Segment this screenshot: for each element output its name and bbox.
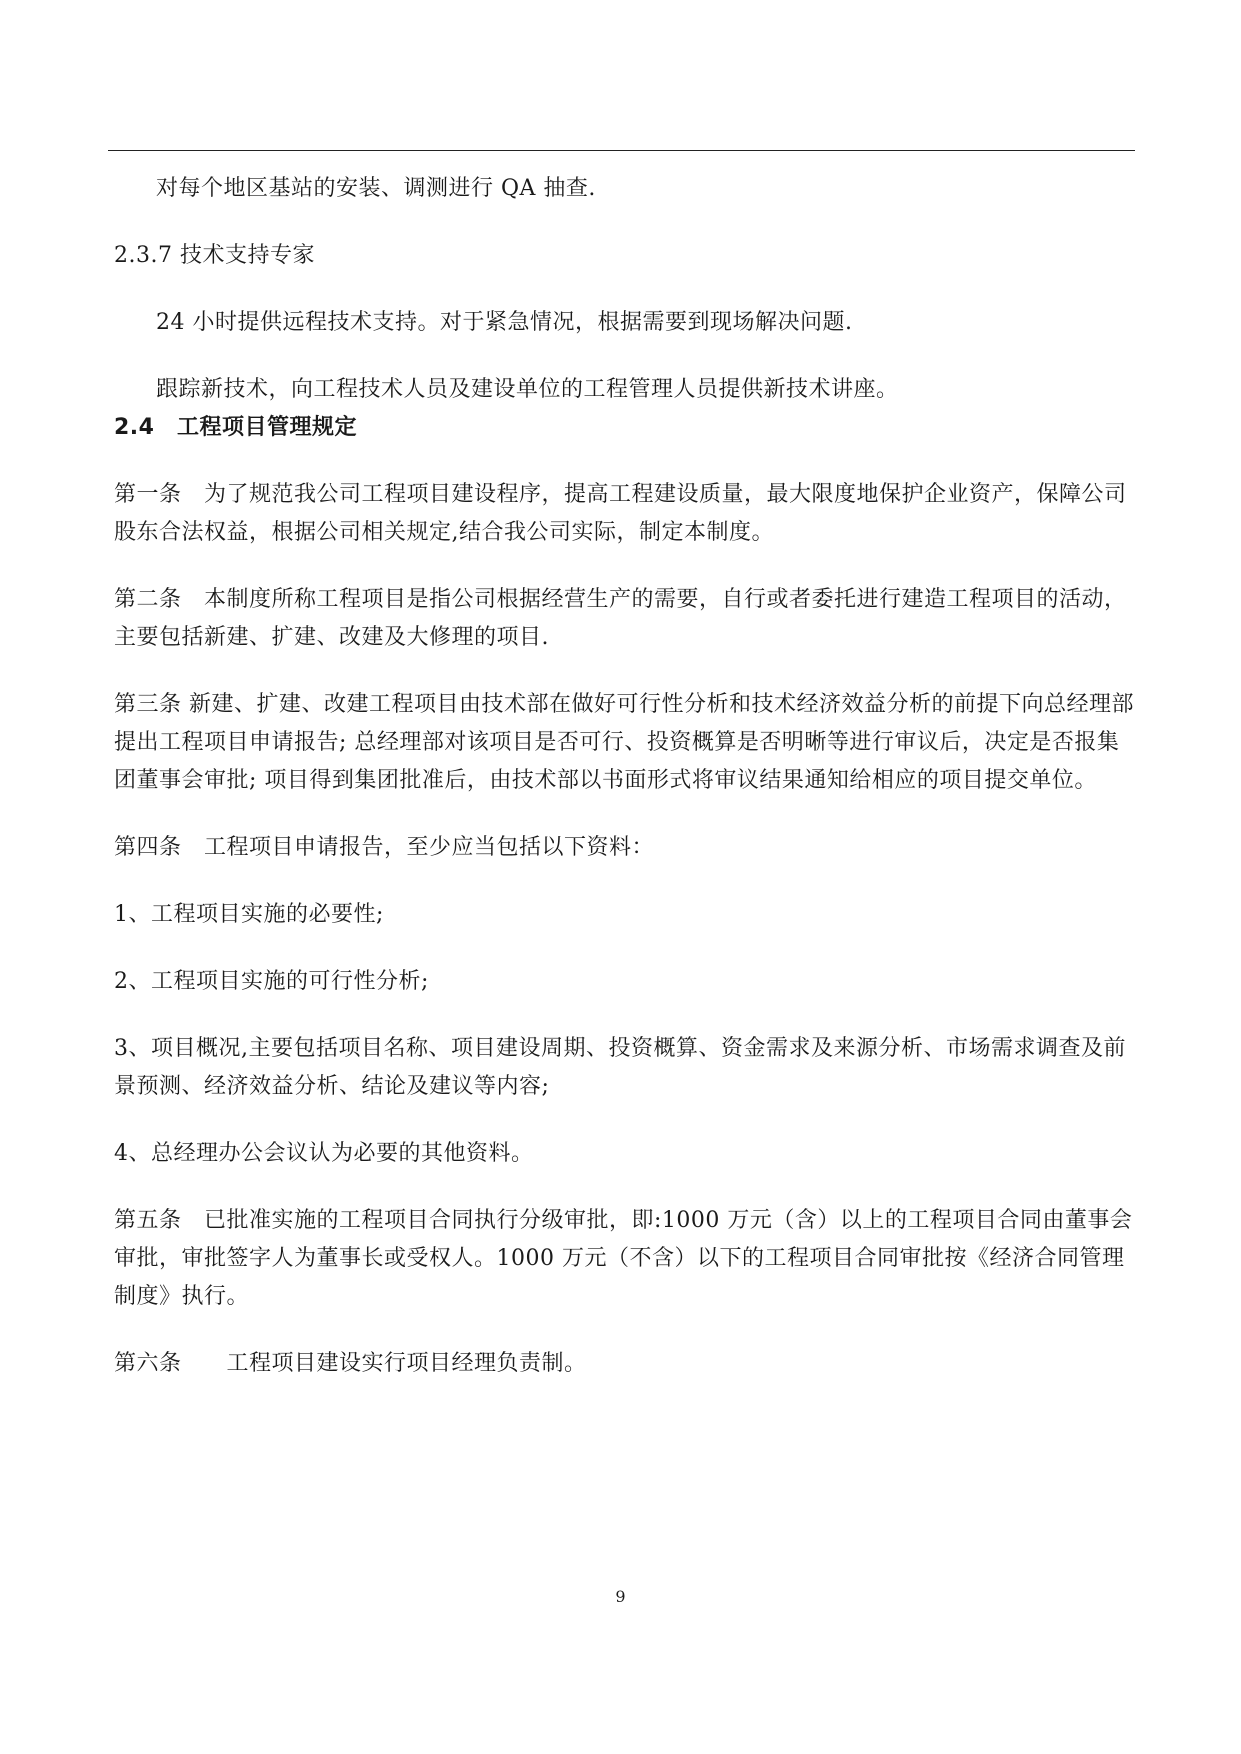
section-heading: 2.4 工程项目管理规定 xyxy=(114,415,357,440)
page-number: 9 xyxy=(615,1587,626,1606)
list-item-4: 4、总经理办公会议认为必要的其他资料。 xyxy=(114,1141,534,1166)
page-body xyxy=(114,170,1136,1383)
article-6: 第六条 工程项目建设实行项目经理负责制。 xyxy=(114,1351,587,1376)
list-item-1: 1、工程项目实施的必要性; xyxy=(114,902,384,927)
article-5: 第五条 已批准实施的工程项目合同执行分级审批，即:1000 万元（含）以上的工程项目合同由董事会审批，审批签字人为董事长或受权人。1000 万元（不含）以下的工程项目合同审批按《经济合同管理制度》执行。 xyxy=(114,1208,1133,1309)
header-rule xyxy=(108,150,1135,151)
list-item-3: 3、项目概况,主要包括项目名称、项目建设周期、投资概算、资金需求及来源分析、市场需求调查及前景预测、经济效益分析、结论及建议等内容; xyxy=(114,1036,1126,1099)
article-3: 第三条 新建、扩建、改建工程项目由技术部在做好可行性分析和技术经济效益分析的前提下向总经理部提出工程项目申请报告; 总经理部对该项目是否可行、投资概算是否明晰等进行审议后，决定是否报集团董事会审批; 项目得到集团批准后，由技术部以书面形式将审议结果通知给相应的项目提交单位。 xyxy=(114,692,1134,793)
list-item-2: 2、工程项目实施的可行性分析; xyxy=(114,969,429,994)
paragraph-new-tech: 跟踪新技术，向工程技术人员及建设单位的工程管理人员提供新技术讲座。 xyxy=(156,377,899,402)
article-1: 第一条 为了规范我公司工程项目建设程序，提高工程建设质量，最大限度地保护企业资产，保障公司股东合法权益，根据公司相关规定,结合我公司实际，制定本制度。 xyxy=(114,482,1127,545)
subsection-title: 2.3.7 技术支持专家 xyxy=(114,243,315,268)
paragraph-qa-check: 对每个地区基站的安装、调测进行 QA 抽查. xyxy=(156,176,596,201)
article-2: 第二条 本制度所称工程项目是指公司根据经营生产的需要，自行或者委托进行建造工程项目的活动，主要包括新建、扩建、改建及大修理的项目. xyxy=(114,587,1127,650)
article-4: 第四条 工程项目申请报告，至少应当包括以下资料： xyxy=(114,835,655,860)
paragraph-remote-support: 24 小时提供远程技术支持。对于紧急情况，根据需要到现场解决问题. xyxy=(156,310,853,335)
